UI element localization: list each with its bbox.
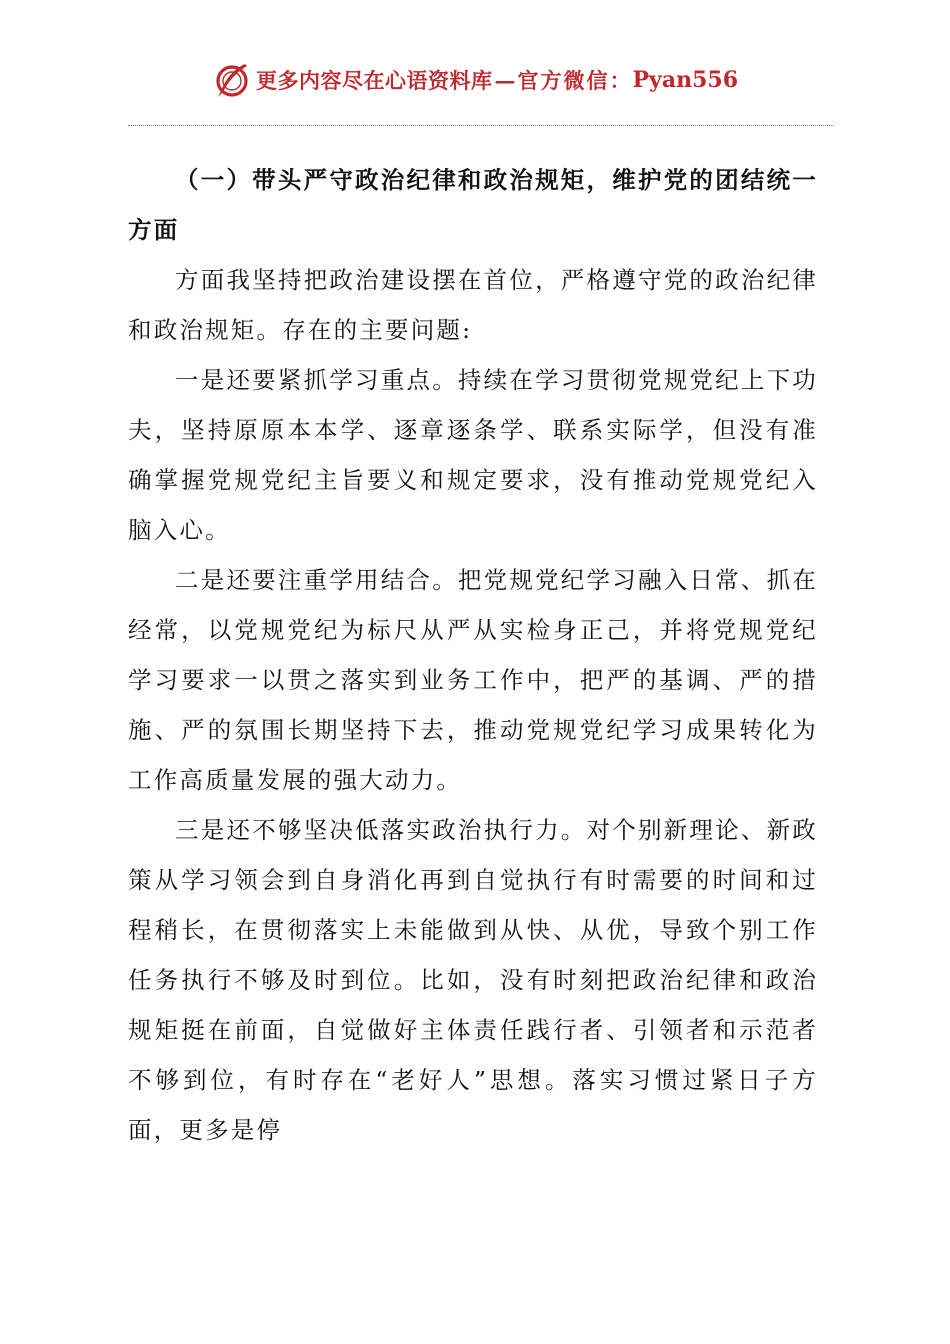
section-heading: （一）带头严守政治纪律和政治规矩，维护党的团结统一方面 (128, 166, 818, 244)
document-body (128, 155, 818, 1155)
header-brand-text: 更多内容尽在心语资料库 (256, 69, 493, 93)
paragraph-point-three: 三是还不够坚决低落实政治执行力。对个别新理论、新政策从学习领会到自身消化再到自觉执行有时需要的时间和过程稍长，在贯彻落实上未能做到从快、从优，导致个别工作任务执行不够及时到位。比如，没有时刻把政治纪律和政治规矩挺在前面，自觉做好主体责任践行者、引领者和示范者不够到位，有时存在“老好人”思想。落实习惯过紧日子方面，更多是停 (128, 816, 818, 1144)
paragraph-intro: 方面我坚持把政治建设摆在首位，严格遵守党的政治纪律和政治规矩。存在的主要问题: (128, 266, 818, 344)
paragraph-point-one: 一是还要紧抓学习重点。持续在学习贯彻党规党纪上下功夫，坚持原原本本学、逐章逐条学、联系实际学，但没有准确掌握党规党纪主旨要义和规定要求，没有推动党规党纪入脑入心。 (128, 366, 818, 544)
paragraph-point-two: 二是还要注重学用结合。把党规党纪学习融入日常、抓在经常，以党规党纪为标尺从严从实检身正己，并将党规党纪学习要求一以贯之落实到业务工作中，把严的基调、严的措施、严的氛围长期坚持下去，推动党规党纪学习成果转化为工作高质量发展的强大动力。 (128, 566, 818, 794)
header-divider (128, 125, 834, 126)
header-wechat-id: Pyan556 (632, 67, 738, 93)
header-wechat-label: 官方微信： (517, 68, 633, 93)
header-separator: — (494, 67, 516, 93)
page-header (0, 58, 950, 102)
quill-pen-logo-icon (212, 60, 252, 100)
